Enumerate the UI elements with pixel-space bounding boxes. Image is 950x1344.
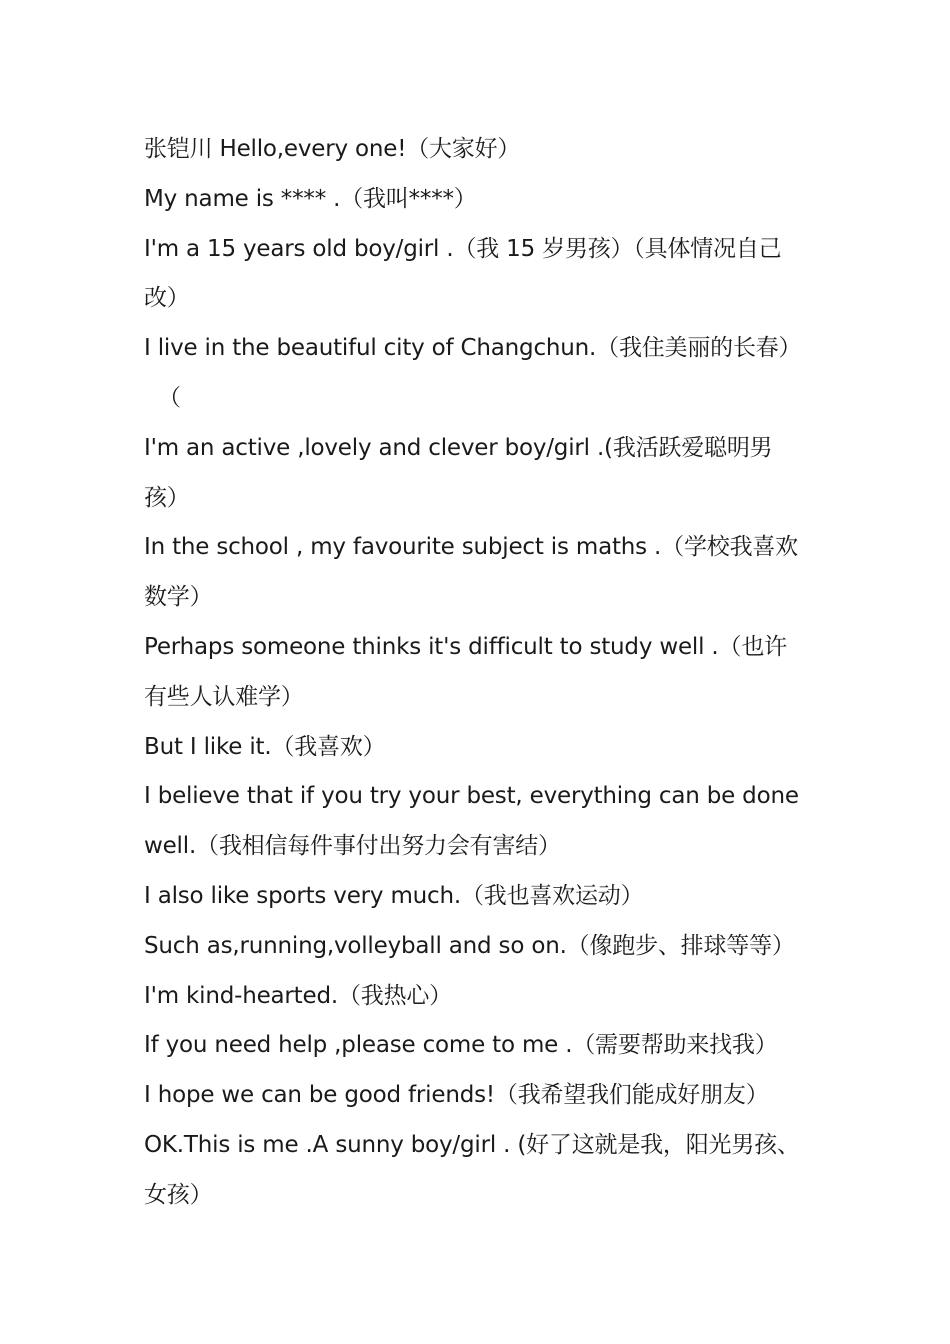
text-line: I hope we can be good friends!（我希望我们能成好朋友）	[144, 1082, 769, 1109]
text-line: OK.This is me .A sunny boy/girl . (好了这就是我，阳光男孩、	[144, 1131, 800, 1158]
text-line: I'm kind-hearted.（我热心）	[144, 982, 452, 1009]
text-line: My name is **** .（我叫****）	[144, 185, 477, 212]
text-line: I'm a 15 years old boy/girl .（我 15 岁男孩）（具体情况自己	[144, 235, 782, 262]
text-line: Such as,running,volleyball and so on.（像跑步、排球等等）	[144, 932, 795, 959]
text-line: （	[158, 384, 181, 411]
text-line: well.（我相信每件事付出努力会有害结）	[144, 833, 561, 860]
text-line: 女孩）	[144, 1181, 213, 1208]
text-line: 张铠川 Hello,every one!（大家好）	[144, 136, 521, 162]
text-line: I also like sports very much.（我也喜欢运动）	[144, 882, 644, 909]
text-line: But I like it.（我喜欢）	[144, 733, 386, 760]
text-line: Perhaps someone thinks it's difficult to study well .（也许	[144, 633, 787, 660]
text-line: I believe that if you try your best, everything can be done	[144, 783, 799, 810]
text-line: 孩）	[144, 484, 190, 511]
text-line: In the school , my favourite subject is maths .（学校我喜欢	[144, 534, 798, 561]
text-line: 改）	[144, 285, 190, 312]
text-line: If you need help ,please come to me .（需要帮助来找我）	[144, 1032, 778, 1059]
text-line: 数学）	[144, 584, 213, 611]
document-body	[144, 125, 814, 1221]
text-line: I live in the beautiful city of Changchun.（我住美丽的长春）	[144, 335, 802, 362]
text-line: I'm an active ,lovely and clever boy/girl .(我活跃爱聪明男	[144, 434, 773, 461]
text-line: 有些人认难学）	[144, 683, 304, 710]
